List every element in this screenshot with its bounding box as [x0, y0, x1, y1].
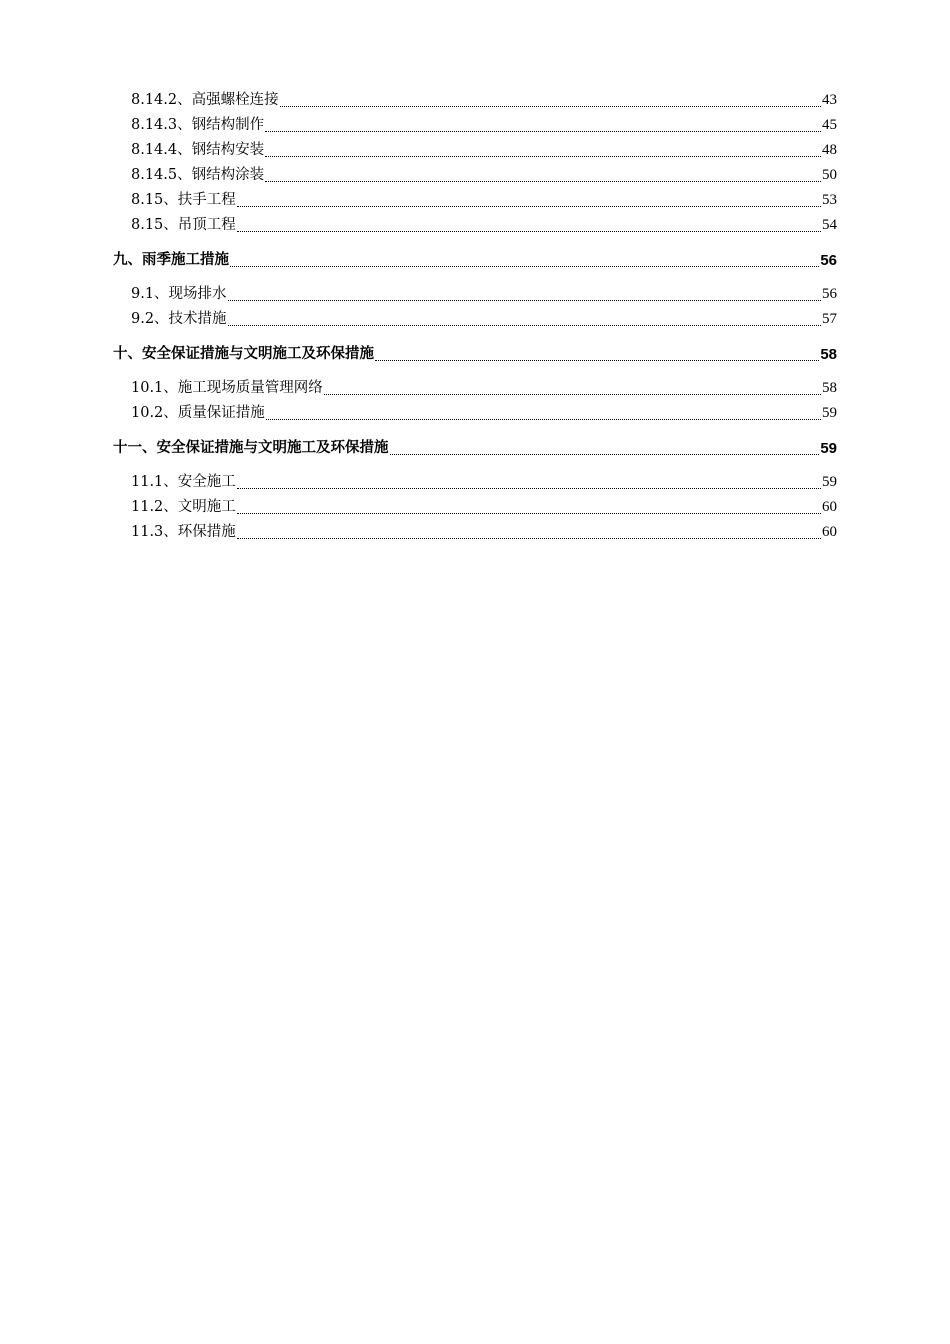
dot-leader	[390, 453, 820, 455]
toc-entry-page: 60	[822, 499, 837, 515]
toc-entry[interactable]	[113, 163, 837, 188]
toc-entry-page: 45	[822, 117, 837, 133]
toc-entry[interactable]	[113, 520, 837, 545]
toc-chapter-page: 56	[820, 252, 837, 269]
toc-entry-page: 54	[822, 217, 837, 233]
toc-entry[interactable]	[113, 495, 837, 520]
toc-entry-page: 50	[822, 167, 837, 183]
dot-leader	[266, 418, 821, 420]
toc-entry-label: 8.14.3、钢结构制作	[131, 117, 265, 133]
dot-leader	[324, 393, 821, 395]
dot-leader	[237, 537, 821, 539]
dot-leader	[265, 155, 821, 157]
toc-entry[interactable]	[113, 213, 837, 238]
toc-chapter-label: 十一、安全保证措施与文明施工及环保措施	[113, 440, 389, 456]
toc-entry-label: 11.2、文明施工	[131, 499, 236, 515]
toc-entry[interactable]	[113, 401, 837, 426]
dot-leader	[230, 265, 819, 267]
toc-entry[interactable]	[113, 376, 837, 401]
dot-leader	[228, 299, 821, 301]
toc-entry[interactable]	[113, 138, 837, 163]
toc-entry-label: 8.14.5、钢结构涂装	[131, 167, 265, 183]
dot-leader	[265, 130, 821, 132]
toc-entry-page: 56	[822, 286, 837, 302]
toc-chapter-entry[interactable]	[113, 248, 837, 273]
dot-leader	[237, 230, 821, 232]
dot-leader	[280, 105, 821, 107]
toc-chapter-label: 十、安全保证措施与文明施工及环保措施	[113, 346, 374, 362]
toc-entry-page: 48	[822, 142, 837, 158]
toc-entry[interactable]	[113, 470, 837, 495]
toc-entry-label: 9.1、现场排水	[131, 286, 227, 302]
toc-entry[interactable]	[113, 188, 837, 213]
table-of-contents	[113, 88, 837, 545]
toc-entry[interactable]	[113, 307, 837, 332]
toc-entry-page: 59	[822, 474, 837, 490]
toc-entry-page: 60	[822, 524, 837, 540]
toc-entry-label: 8.15、吊顶工程	[131, 217, 236, 233]
toc-entry-label: 11.1、安全施工	[131, 474, 236, 490]
toc-entry-page: 53	[822, 192, 837, 208]
toc-chapter-label: 九、雨季施工措施	[113, 252, 229, 268]
toc-entry[interactable]	[113, 88, 837, 113]
dot-leader	[237, 205, 821, 207]
toc-entry-label: 10.1、施工现场质量管理网络	[131, 380, 323, 396]
toc-entry-label: 10.2、质量保证措施	[131, 405, 265, 421]
toc-chapter-page: 58	[820, 346, 837, 363]
toc-entry-page: 43	[822, 92, 837, 108]
toc-chapter-entry[interactable]	[113, 342, 837, 367]
toc-entry-label: 8.14.2、高强螺栓连接	[131, 92, 279, 108]
dot-leader	[237, 487, 821, 489]
toc-entry[interactable]	[113, 113, 837, 138]
dot-leader	[375, 359, 819, 361]
dot-leader	[265, 180, 821, 182]
toc-entry-label: 8.15、扶手工程	[131, 192, 236, 208]
toc-entry-page: 59	[822, 405, 837, 421]
toc-chapter-page: 59	[820, 440, 837, 457]
toc-entry-page: 57	[822, 311, 837, 327]
toc-chapter-entry[interactable]	[113, 436, 837, 461]
dot-leader	[228, 324, 821, 326]
dot-leader	[237, 512, 821, 514]
toc-entry[interactable]	[113, 282, 837, 307]
toc-entry-label: 11.3、环保措施	[131, 524, 236, 540]
toc-entry-label: 8.14.4、钢结构安装	[131, 142, 265, 158]
toc-entry-label: 9.2、技术措施	[131, 311, 227, 327]
toc-entry-page: 58	[822, 380, 837, 396]
